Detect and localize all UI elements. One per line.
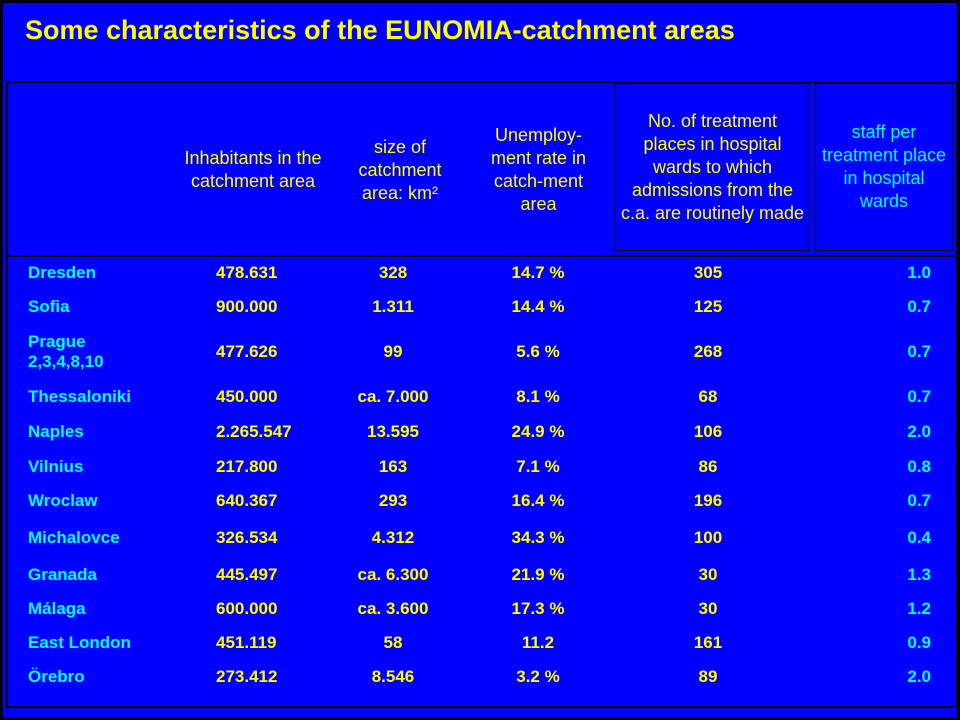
unemployment-cell: 34.3 %: [511, 528, 565, 547]
city-cell: Prague 2,3,4,8,10: [28, 331, 104, 371]
table-row: [3, 450, 960, 483]
inhabitants-cell: 445.497: [216, 564, 278, 584]
treatment-places-cell: 89: [698, 666, 718, 686]
treatment-places-cell: 30: [698, 564, 718, 584]
unemployment-cell: 5.6 %: [516, 341, 560, 361]
staff-cell: 1.3: [907, 564, 931, 584]
city-cell: Dresden: [28, 262, 97, 282]
inhabitants-cell: 326.534: [216, 528, 278, 547]
inhabitants-cell: 600.000: [216, 598, 278, 618]
staff-cell: 0.4: [907, 528, 931, 547]
treatment-places-cell: 305: [693, 262, 723, 282]
table-row: [3, 519, 960, 557]
header-inhabitants: [178, 81, 328, 259]
header-unemployment: [471, 81, 606, 259]
unemployment-cell: 14.4 %: [511, 296, 565, 316]
slide-title: Some characteristics of the EUNOMIA-catchment areas: [25, 15, 735, 45]
inhabitants-cell: 478.631: [216, 262, 278, 282]
table-row: [3, 660, 960, 693]
size-cell: 328: [378, 262, 408, 282]
treatment-places-cell: 161: [693, 632, 723, 652]
header-size: [336, 81, 464, 259]
unemployment-cell: 11.2: [521, 632, 555, 652]
table-bottom-border: [6, 706, 954, 708]
staff-cell: 0.7: [907, 296, 931, 316]
unemployment-cell: 16.4 %: [511, 491, 565, 510]
staff-cell: 0.8: [907, 456, 931, 476]
city-cell: Vilnius: [28, 456, 84, 476]
size-cell: 293: [378, 491, 408, 510]
city-cell: Sofia: [28, 296, 70, 316]
treatment-places-cell: 268: [693, 341, 723, 361]
staff-cell: 0.9: [907, 632, 931, 652]
table-row: [3, 626, 960, 659]
inhabitants-cell: 273.412: [216, 666, 278, 686]
unemployment-cell: 24.9 %: [511, 422, 565, 441]
treatment-places-cell: 30: [698, 598, 718, 618]
header-staff-label: staff per treatment place in hospital wards: [821, 122, 947, 211]
size-cell: 58: [383, 632, 403, 652]
size-cell: 1.311: [372, 296, 414, 316]
treatment-places-cell: 100: [693, 528, 723, 547]
treatment-places-cell: 86: [698, 456, 718, 476]
inhabitants-cell: 450.000: [216, 387, 278, 406]
inhabitants-cell: 217.800: [216, 456, 278, 476]
size-cell: 4.312: [371, 528, 415, 547]
size-cell: ca. 6.300: [357, 564, 429, 584]
inhabitants-cell: 2.265.547: [216, 422, 292, 441]
inhabitants-cell: 900.000: [216, 296, 278, 316]
inhabitants-cell: 451.119: [216, 632, 277, 652]
staff-cell: 0.7: [907, 491, 931, 510]
size-cell: ca. 3.600: [357, 598, 429, 618]
size-cell: ca. 7.000: [357, 387, 429, 406]
staff-cell: 1.0: [907, 262, 931, 282]
staff-cell: 2.0: [907, 422, 931, 441]
city-cell: Granada: [28, 564, 97, 584]
staff-cell: 0.7: [907, 387, 931, 406]
header-size-label: size of catchment area: km²: [358, 136, 442, 203]
treatment-places-cell: 196: [693, 491, 723, 510]
staff-cell: 2.0: [907, 666, 931, 686]
unemployment-cell: 21.9 %: [511, 564, 565, 584]
size-cell: 163: [378, 456, 408, 476]
header-staff: [815, 83, 953, 251]
city-cell: Málaga: [28, 598, 86, 618]
header-treatment-places: [615, 83, 810, 251]
city-cell: Örebro: [28, 666, 85, 686]
inhabitants-cell: 640.367: [216, 491, 278, 510]
inhabitants-cell: 477.626: [216, 341, 278, 361]
table-row: [3, 592, 960, 625]
table-row: [3, 558, 960, 591]
table-row: [3, 290, 960, 323]
city-cell: Naples: [28, 422, 84, 441]
size-cell: 8.546: [371, 666, 415, 686]
table-row: [3, 256, 960, 289]
city-cell: Wroclaw: [28, 491, 98, 510]
size-cell: 99: [383, 341, 403, 361]
treatment-places-cell: 125: [693, 296, 723, 316]
city-cell: Michalovce: [28, 528, 120, 547]
unemployment-cell: 17.3 %: [511, 598, 565, 618]
size-cell: 13.595: [367, 422, 419, 441]
header-unemployment-label: Unemploy-ment rate in catch-ment area: [490, 125, 587, 214]
staff-cell: 0.7: [907, 341, 931, 361]
staff-cell: 1.2: [907, 598, 931, 618]
treatment-places-cell: 106: [693, 422, 723, 441]
table-row: [3, 324, 960, 379]
header-treatment-places-label: No. of treatment places in hospital wards to which admissions from the c.a. are routinely made: [620, 110, 805, 223]
unemployment-cell: 3.2 %: [516, 666, 560, 686]
unemployment-cell: 8.1 %: [516, 387, 560, 406]
table-row: [3, 484, 960, 518]
unemployment-cell: 7.1 %: [516, 456, 560, 476]
city-cell: East London: [28, 632, 131, 652]
table-row: [3, 415, 960, 449]
city-cell: Thessaloniki: [28, 387, 131, 406]
unemployment-cell: 14.7 %: [511, 262, 565, 282]
header-inhabitants-label: Inhabitants in the catchment area: [184, 148, 322, 191]
table-row: [3, 380, 960, 414]
treatment-places-cell: 68: [698, 387, 718, 406]
